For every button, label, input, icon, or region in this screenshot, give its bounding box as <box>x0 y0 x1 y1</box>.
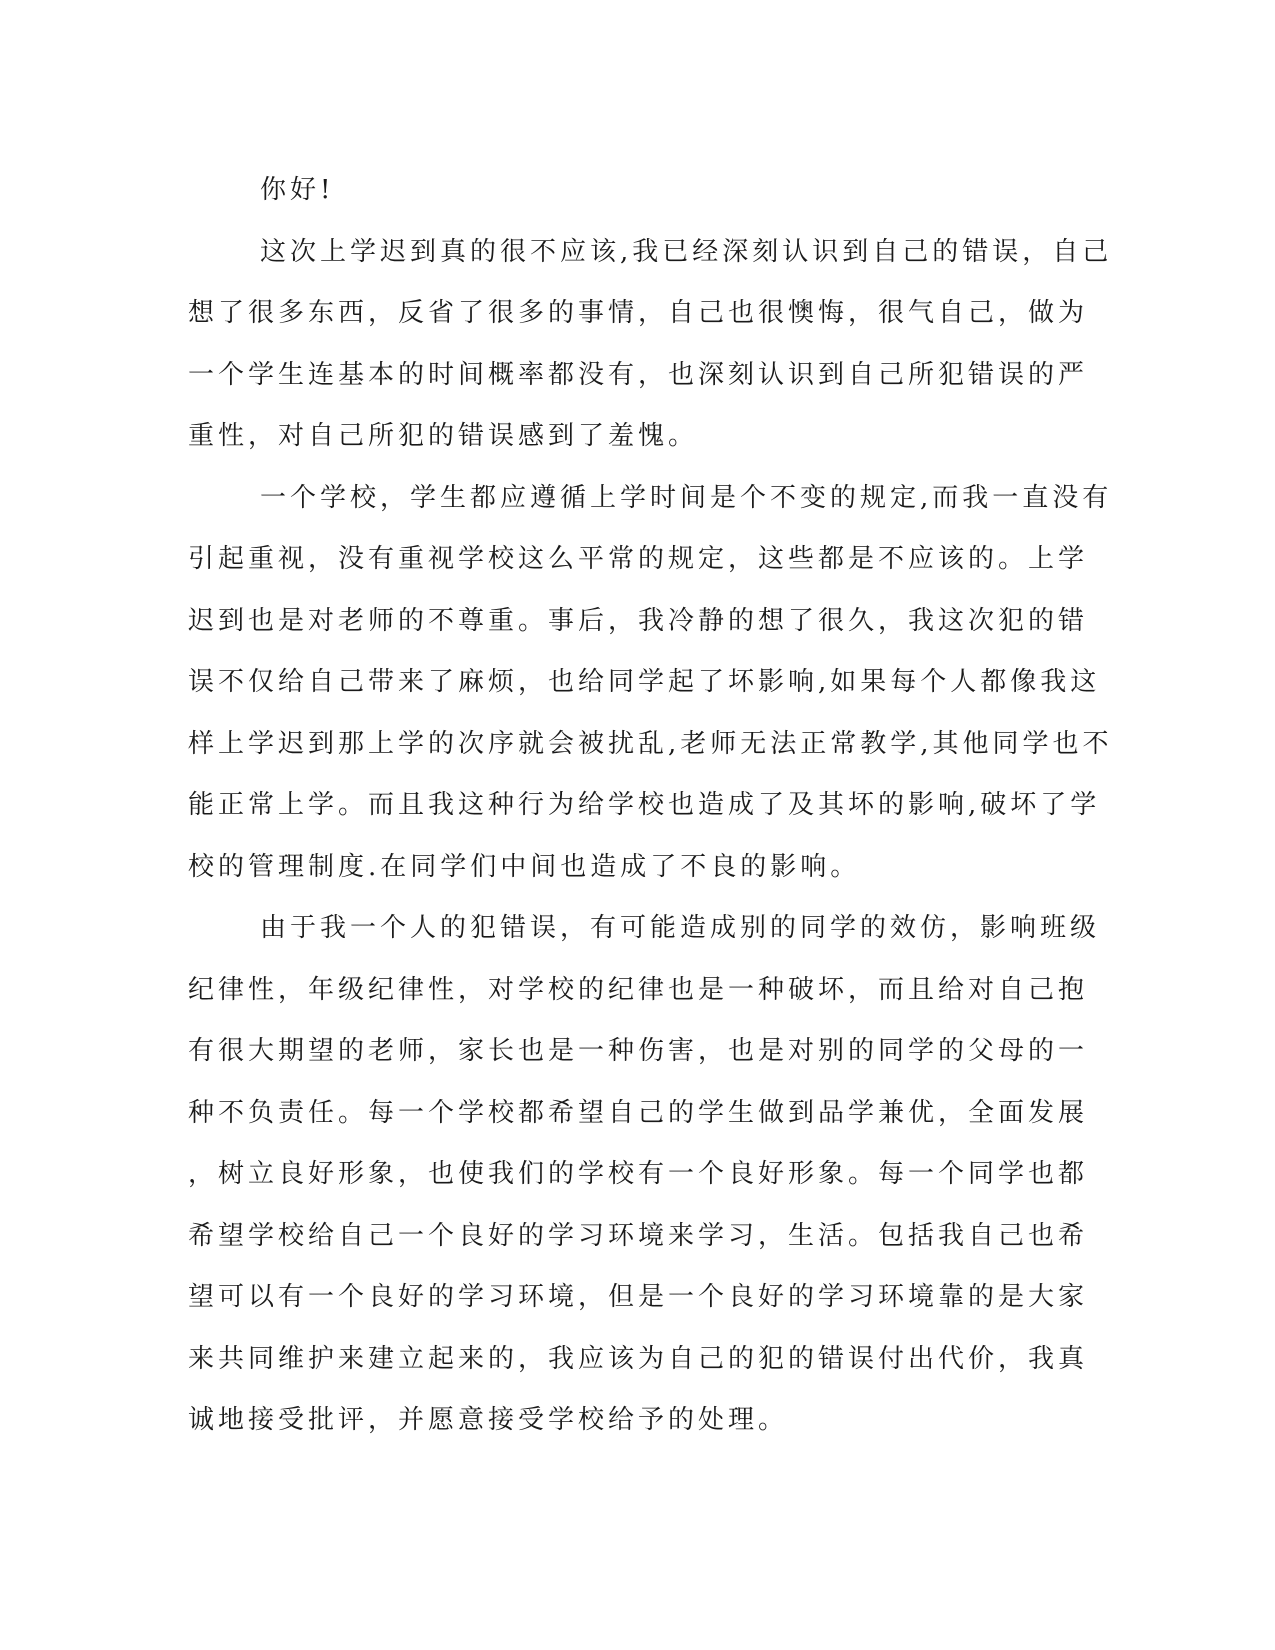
paragraph-2-line-4: 误不仅给自己带来了麻烦，也给同学起了坏影响,如果每个人都像我这 <box>188 667 1101 697</box>
paragraph-3-line-5: ，树立良好形象，也使我们的学校有一个良好形象。每一个同学也都 <box>188 1159 1089 1189</box>
paragraph-3-line-1: 由于我一个人的犯错误，有可能造成别的同学的效仿，影响班级 <box>260 913 1101 943</box>
paragraph-2-line-7: 校的管理制度.在同学们中间也造成了不良的影响。 <box>188 851 861 882</box>
paragraph-3-line-3: 有很大期望的老师，家长也是一种伤害，也是对别的同学的父母的一 <box>188 1036 1089 1066</box>
paragraph-2-line-1: 一个学校，学生都应遵循上学时间是个不变的规定,而我一直没有 <box>260 482 1113 513</box>
paragraph-3-line-6: 希望学校给自己一个良好的学习环境来学习，生活。包括我自己也希 <box>188 1220 1089 1251</box>
paragraph-1-line-4: 重性，对自己所犯的错误感到了羞愧。 <box>188 421 699 451</box>
paragraph-2-line-6: 能正常上学。而且我这种行为给学校也造成了及其坏的影响,破坏了学 <box>188 790 1101 820</box>
paragraph-3-line-7: 望可以有一个良好的学习环境，但是一个良好的学习环境靠的是大家 <box>188 1282 1089 1312</box>
greeting-line: 你好! <box>260 175 335 205</box>
paragraph-2-line-2: 引起重视，没有重视学校这么平常的规定，这些都是不应该的。上学 <box>188 544 1089 574</box>
paragraph-3-line-2: 纪律性，年级纪律性，对学校的纪律也是一种破坏，而且给对自己抱 <box>188 974 1089 1005</box>
paragraph-3-line-8: 来共同维护来建立起来的，我应该为自己的犯的错误付出代价，我真 <box>188 1343 1089 1374</box>
paragraph-1-line-1: 这次上学迟到真的很不应该,我已经深刻认识到自己的错误，自己 <box>260 236 1113 267</box>
paragraph-2-line-3: 迟到也是对老师的不尊重。事后，我冷静的想了很久，我这次犯的错 <box>188 605 1089 636</box>
paragraph-2-line-5: 样上学迟到那上学的次序就会被扰乱,老师无法正常教学,其他同学也不 <box>188 728 1113 759</box>
paragraph-3-line-9: 诚地接受批评，并愿意接受学校给予的处理。 <box>188 1405 789 1435</box>
paragraph-3-line-4: 种不负责任。每一个学校都希望自己的学生做到品学兼优，全面发展 <box>188 1097 1089 1128</box>
paragraph-1-line-2: 想了很多东西，反省了很多的事情，自己也很懊悔，很气自己，做为 <box>188 298 1089 328</box>
paragraph-1-line-3: 一个学生连基本的时间概率都没有，也深刻认识到自己所犯错误的严 <box>188 359 1089 390</box>
letter-body <box>188 160 1113 1452</box>
